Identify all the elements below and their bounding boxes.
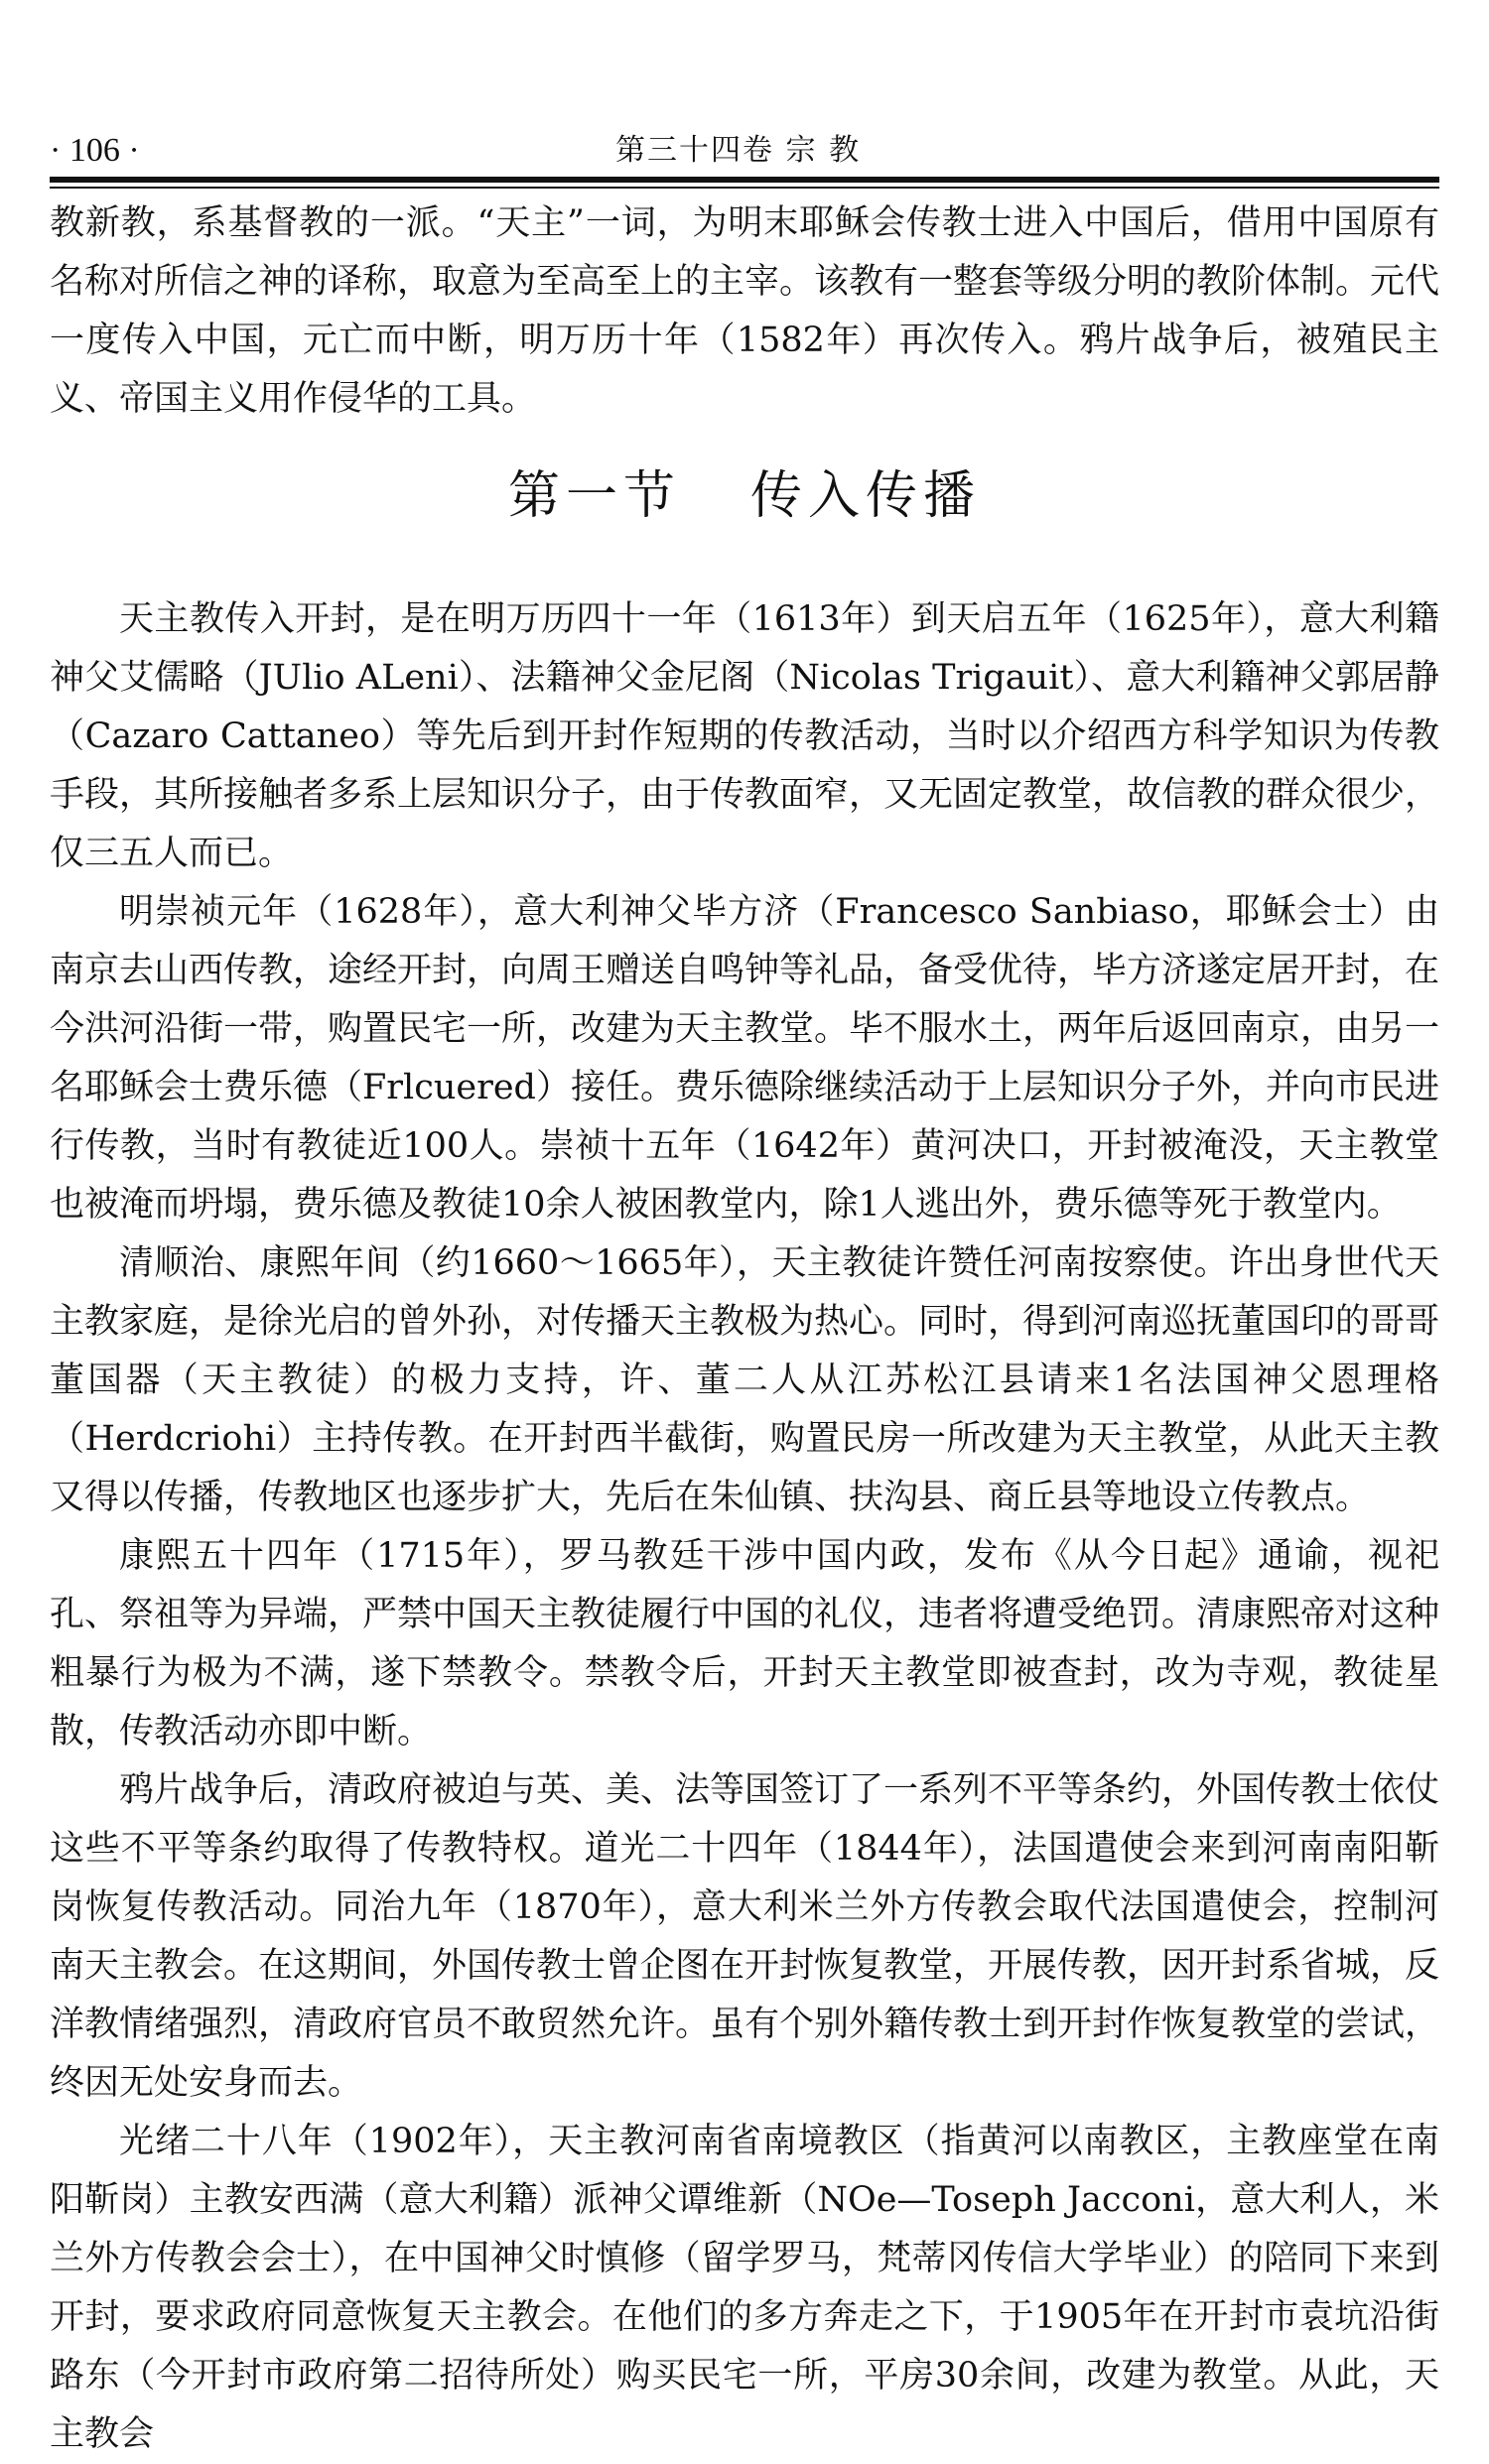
section-title: 传入传播 <box>750 466 982 526</box>
volume-title: 第三十四卷 宗 教 <box>615 133 862 168</box>
body-paragraph: 明崇祯元年（1628年），意大利神父毕方济（Francesco Sanbiaso，耶稣会士）由南京去山西传教，途经开封，向周王赠送自鸣钟等礼品，备受优待，毕方济遂定居开封，在今洪河沿街一带，购置民宅一所，改建为天主教堂。毕不服水土，两年后返回南京，由另一名耶稣会士费乐德（Frlcuered）接任。费乐德除继续活动于上层知识分子外，并向市民进行传教，当时有教徒近100人。崇祯十五年（1642年）黄河决口，开封被淹没，天主教堂也被淹而坍塌，费乐德及教徒10余人被困教堂内，除1人逃出外，费乐德等死于教堂内。 <box>50 892 1440 1225</box>
header-rule-thin <box>50 187 1439 189</box>
header-rule-thick <box>50 177 1439 183</box>
book-page <box>50 0 1440 2454</box>
section-body <box>50 590 1439 2464</box>
running-header <box>50 127 1439 175</box>
body-paragraph: 光绪二十八年（1902年），天主教河南省南境教区（指黄河以南教区，主教座堂在南阳靳岗）主教安西满（意大利籍）派神父谭维新（NOe—Toseph Jacconi，意大利人，米兰外方传教会会士），在中国神父时慎修（留学罗马，梵蒂冈传信大学毕业）的陪同下来到开封，要求政府同意恢复天主教会。在他们的多方奔走之下，于1905年在开封市袁坑沿街路东（今开封市政府第二招待所处）购买民宅一所，平房30余间，改建为教堂。从此，天主教会 <box>50 2122 1439 2454</box>
body-paragraph: 康熙五十四年（1715年），罗马教廷干涉中国内政，发布《从今日起》通谕，视祀孔、祭祖等为异端，严禁中国天主教徒履行中国的礼仪，违者将遭受绝罚。清康熙帝对这种粗暴行为极为不满，遂下禁教令。禁教令后，开封天主教堂即被查封，改为寺观，教徒星散，传教活动亦即中断。 <box>50 1536 1440 1751</box>
page-number: · 106 · <box>50 132 140 169</box>
intro-paragraph: 教新教，系基督教的一派。“天主”一词，为明末耶稣会传教士进入中国后，借用中国原有名称对所信之神的译称，取意为至高至上的主宰。该教有一整套等级分明的教阶体制。元代一度传入中国，元亡而中断，明万历十年（1582年）再次传入。鸦片战争后，被殖民主义、帝国主义用作侵华的工具。 <box>50 203 1440 419</box>
body-paragraph: 天主教传入开封，是在明万历四十一年（1613年）到天启五年（1625年），意大利籍神父艾儒略（JUlio ALeni）、法籍神父金尼阁（Nicolas Trigauit）、意大利籍神父郭居静（Cazaro Cattaneo）等先后到开封作短期的传教活动，当时以介绍西方科学知识为传教手段，其所接触者多系上层知识分子，由于传教面窄，又无固定教堂，故信教的群众很少，仅三五人而已。 <box>50 599 1440 873</box>
body-paragraph: 清顺治、康熙年间（约1660～1665年），天主教徒许赞任河南按察使。许出身世代天主教家庭，是徐光启的曾外孙，对传播天主教极为热心。同时，得到河南巡抚董国印的哥哥董国器（天主教徒）的极力支持，许、董二人从江苏松江县请来1名法国神父恩理格（Herdcriohi）主持传教。在开封西半截街，购置民房一所改建为天主教堂，从此天主教又得以传播，传教地区也逐步扩大，先后在朱仙镇、扶沟县、商丘县等地设立传教点。 <box>50 1243 1440 1517</box>
section-heading <box>50 461 1439 531</box>
body-paragraph: 鸦片战争后，清政府被迫与英、美、法等国签订了一系列不平等条约，外国传教士依仗这些不平等条约取得了传教特权。道光二十四年（1844年），法国遣使会来到河南南阳靳岗恢复传教活动。同治九年（1870年），意大利米兰外方传教会取代法国遣使会，控制河南天主教会。在这期间，外国传教士曾企图在开封恢复教堂，开展传教，因开封系省城，反洋教情绪强烈，清政府官员不敢贸然允许。虽有个别外籍传教士到开封作恢复教堂的尝试，终因无处安身而去。 <box>50 1770 1440 2103</box>
section-number: 第一节 <box>507 466 681 526</box>
